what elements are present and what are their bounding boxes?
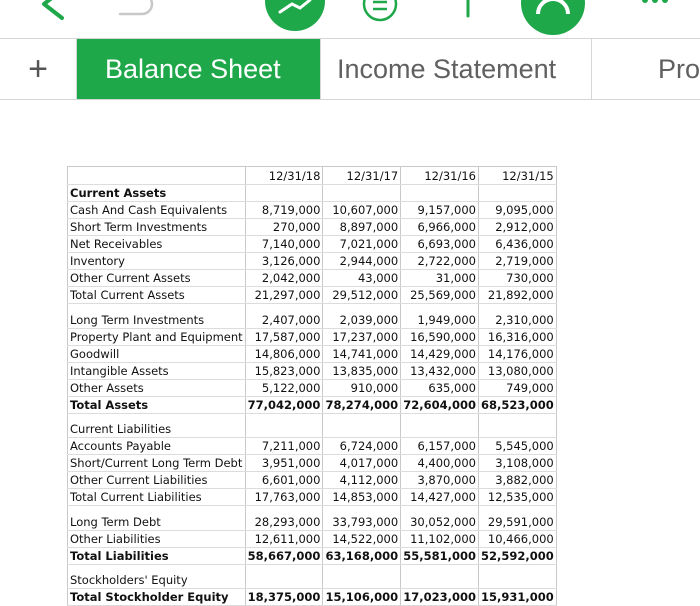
value-cell[interactable]: 72,604,000: [401, 396, 479, 413]
value-cell[interactable]: [401, 304, 479, 312]
value-cell[interactable]: 2,722,000: [401, 253, 479, 270]
value-cell[interactable]: [478, 185, 556, 202]
value-cell[interactable]: 14,741,000: [323, 345, 401, 362]
table-row: [68, 379, 557, 396]
value-cell[interactable]: 15,106,000: [323, 589, 401, 606]
value-cell[interactable]: 6,601,000: [245, 472, 323, 489]
value-cell[interactable]: [478, 564, 556, 572]
balance-sheet-table[interactable]: [67, 166, 557, 606]
value-cell[interactable]: 55,581,000: [401, 547, 479, 564]
value-cell[interactable]: [401, 421, 479, 438]
row-label-cell[interactable]: Short Term Investments: [68, 219, 246, 236]
tab-pro[interactable]: Pro: [658, 53, 700, 84]
add-icon[interactable]: [448, 0, 488, 24]
value-cell[interactable]: [401, 185, 479, 202]
row-label-cell[interactable]: [68, 413, 246, 421]
value-cell[interactable]: 2,407,000: [245, 312, 323, 329]
table-row: [68, 564, 557, 572]
row-label-cell[interactable]: Intangible Assets: [68, 362, 246, 379]
table-row: [68, 219, 557, 236]
table-row: [68, 489, 557, 506]
value-cell[interactable]: 14,176,000: [478, 345, 556, 362]
value-cell[interactable]: [401, 564, 479, 572]
format-icon[interactable]: [264, 0, 326, 32]
value-cell[interactable]: [401, 506, 479, 514]
value-cell[interactable]: [478, 572, 556, 589]
row-label-cell[interactable]: Accounts Payable: [68, 438, 246, 455]
table-row: [68, 589, 557, 606]
table-row: [68, 396, 557, 413]
header-cell[interactable]: 12/31/16: [401, 167, 479, 185]
value-cell[interactable]: [323, 413, 401, 421]
value-cell[interactable]: 29,512,000: [323, 287, 401, 304]
row-label-cell[interactable]: Short/Current Long Term Debt: [68, 455, 246, 472]
row-label-cell[interactable]: Total Liabilities: [68, 547, 246, 564]
value-cell[interactable]: 4,400,000: [401, 455, 479, 472]
table-row: [68, 472, 557, 489]
row-label-cell[interactable]: Total Stockholder Equity: [68, 589, 246, 606]
value-cell[interactable]: 2,042,000: [245, 270, 323, 287]
value-cell[interactable]: 21,297,000: [245, 287, 323, 304]
value-cell[interactable]: 78,274,000: [323, 396, 401, 413]
row-label-cell[interactable]: [68, 506, 246, 514]
value-cell[interactable]: 9,157,000: [401, 202, 479, 219]
value-cell[interactable]: 910,000: [323, 379, 401, 396]
value-cell[interactable]: 635,000: [401, 379, 479, 396]
value-cell[interactable]: 18,375,000: [245, 589, 323, 606]
value-cell[interactable]: 30,052,000: [401, 514, 479, 531]
value-cell[interactable]: 12,535,000: [478, 489, 556, 506]
value-cell[interactable]: 2,944,000: [323, 253, 401, 270]
header-cell[interactable]: 12/31/18: [245, 167, 323, 185]
value-cell[interactable]: 6,693,000: [401, 236, 479, 253]
row-label-cell[interactable]: Other Liabilities: [68, 530, 246, 547]
sheet-tab-bar: [0, 38, 700, 100]
table-row: [68, 253, 557, 270]
value-cell[interactable]: 13,835,000: [323, 362, 401, 379]
value-cell[interactable]: 3,870,000: [401, 472, 479, 489]
value-cell[interactable]: 9,095,000: [478, 202, 556, 219]
value-cell[interactable]: 5,122,000: [245, 379, 323, 396]
value-cell[interactable]: 13,080,000: [478, 362, 556, 379]
value-cell[interactable]: 12,611,000: [245, 530, 323, 547]
value-cell[interactable]: 2,912,000: [478, 219, 556, 236]
row-label-cell[interactable]: Long Term Investments: [68, 312, 246, 329]
value-cell[interactable]: 1,949,000: [401, 312, 479, 329]
value-cell[interactable]: 14,427,000: [401, 489, 479, 506]
value-cell[interactable]: 11,102,000: [401, 530, 479, 547]
value-cell[interactable]: 21,892,000: [478, 287, 556, 304]
value-cell[interactable]: 16,590,000: [401, 328, 479, 345]
row-label-cell[interactable]: Total Current Assets: [68, 287, 246, 304]
value-cell[interactable]: 6,966,000: [401, 219, 479, 236]
value-cell[interactable]: [478, 304, 556, 312]
row-label-cell[interactable]: Net Receivables: [68, 236, 246, 253]
value-cell[interactable]: 13,432,000: [401, 362, 479, 379]
value-cell[interactable]: [245, 506, 323, 514]
value-cell[interactable]: 68,523,000: [478, 396, 556, 413]
table-row: [68, 547, 557, 564]
row-label-cell[interactable]: Other Assets: [68, 379, 246, 396]
value-cell[interactable]: 17,763,000: [245, 489, 323, 506]
row-label-cell[interactable]: Inventory: [68, 253, 246, 270]
value-cell[interactable]: [323, 564, 401, 572]
table-row: [68, 345, 557, 362]
row-label-cell[interactable]: Current Liabilities: [68, 421, 246, 438]
value-cell[interactable]: 3,126,000: [245, 253, 323, 270]
table-row: [68, 438, 557, 455]
table-row: [68, 287, 557, 304]
table-row: [68, 328, 557, 345]
value-cell[interactable]: 14,853,000: [323, 489, 401, 506]
tab-income-statement[interactable]: Income Statement: [337, 53, 557, 84]
value-cell[interactable]: 7,021,000: [323, 236, 401, 253]
value-cell[interactable]: 3,951,000: [245, 455, 323, 472]
row-label-cell[interactable]: [68, 564, 246, 572]
value-cell[interactable]: [323, 506, 401, 514]
header-cell[interactable]: 12/31/17: [323, 167, 401, 185]
value-cell[interactable]: 7,140,000: [245, 236, 323, 253]
value-cell[interactable]: 77,042,000: [245, 396, 323, 413]
table-row: [68, 413, 557, 421]
value-cell[interactable]: 6,157,000: [401, 438, 479, 455]
value-cell[interactable]: [478, 421, 556, 438]
value-cell[interactable]: 749,000: [478, 379, 556, 396]
row-label-cell[interactable]: Other Current Liabilities: [68, 472, 246, 489]
back-icon[interactable]: [32, 0, 72, 22]
value-cell[interactable]: [478, 413, 556, 421]
table-row: [68, 530, 557, 547]
toolbar: [0, 0, 700, 38]
value-cell[interactable]: 17,023,000: [401, 589, 479, 606]
tab-balance-sheet[interactable]: Balance Sheet: [77, 39, 320, 99]
value-cell[interactable]: 3,882,000: [478, 472, 556, 489]
value-cell[interactable]: 14,806,000: [245, 345, 323, 362]
value-cell[interactable]: 10,607,000: [323, 202, 401, 219]
value-cell[interactable]: [245, 421, 323, 438]
row-label-cell[interactable]: Stockholders' Equity: [68, 572, 246, 589]
value-cell[interactable]: [478, 506, 556, 514]
table-row: [68, 421, 557, 438]
value-cell[interactable]: [323, 304, 401, 312]
table-row: [68, 506, 557, 514]
value-cell[interactable]: 63,168,000: [323, 547, 401, 564]
table-row: [68, 202, 557, 219]
value-cell[interactable]: 52,592,000: [478, 547, 556, 564]
value-cell[interactable]: 14,522,000: [323, 530, 401, 547]
value-cell[interactable]: 2,039,000: [323, 312, 401, 329]
row-label-cell[interactable]: Goodwill: [68, 345, 246, 362]
value-cell[interactable]: 10,466,000: [478, 530, 556, 547]
table-row: [68, 362, 557, 379]
value-cell[interactable]: 14,429,000: [401, 345, 479, 362]
row-label-cell[interactable]: Total Assets: [68, 396, 246, 413]
value-cell[interactable]: 4,112,000: [323, 472, 401, 489]
value-cell[interactable]: 270,000: [245, 219, 323, 236]
value-cell[interactable]: 730,000: [478, 270, 556, 287]
table-row: [68, 514, 557, 531]
value-cell[interactable]: 58,667,000: [245, 547, 323, 564]
value-cell[interactable]: [323, 185, 401, 202]
value-cell[interactable]: 29,591,000: [478, 514, 556, 531]
value-cell[interactable]: [323, 421, 401, 438]
value-cell[interactable]: [245, 564, 323, 572]
value-cell[interactable]: [401, 413, 479, 421]
row-label-cell[interactable]: Total Current Liabilities: [68, 489, 246, 506]
value-cell[interactable]: 4,017,000: [323, 455, 401, 472]
add-sheet-button[interactable]: +: [28, 49, 48, 88]
table-row: [68, 236, 557, 253]
value-cell[interactable]: 6,436,000: [478, 236, 556, 253]
table-row: [68, 304, 557, 312]
value-cell[interactable]: 25,569,000: [401, 287, 479, 304]
value-cell[interactable]: [245, 572, 323, 589]
header-row: [68, 167, 557, 185]
comment-icon[interactable]: [360, 0, 400, 24]
header-cell[interactable]: 12/31/15: [478, 167, 556, 185]
value-cell[interactable]: 15,823,000: [245, 362, 323, 379]
table-row: [68, 270, 557, 287]
value-cell[interactable]: 31,000: [401, 270, 479, 287]
value-cell[interactable]: 7,211,000: [245, 438, 323, 455]
value-cell[interactable]: [401, 572, 479, 589]
value-cell[interactable]: [323, 572, 401, 589]
row-label-cell[interactable]: Long Term Debt: [68, 514, 246, 531]
row-label-cell[interactable]: Current Assets: [68, 185, 246, 202]
value-cell[interactable]: 2,310,000: [478, 312, 556, 329]
value-cell[interactable]: 17,237,000: [323, 328, 401, 345]
value-cell[interactable]: [245, 185, 323, 202]
table-row: [68, 312, 557, 329]
value-cell[interactable]: 16,316,000: [478, 328, 556, 345]
row-label-cell[interactable]: Cash And Cash Equivalents: [68, 202, 246, 219]
table-row: [68, 455, 557, 472]
value-cell[interactable]: 8,719,000: [245, 202, 323, 219]
value-cell[interactable]: 33,793,000: [323, 514, 401, 531]
value-cell[interactable]: 6,724,000: [323, 438, 401, 455]
row-label-cell[interactable]: [68, 304, 246, 312]
value-cell[interactable]: [245, 304, 323, 312]
value-cell[interactable]: 43,000: [323, 270, 401, 287]
value-cell[interactable]: 17,587,000: [245, 328, 323, 345]
table-row: [68, 185, 557, 202]
value-cell[interactable]: 15,931,000: [478, 589, 556, 606]
value-cell[interactable]: 28,293,000: [245, 514, 323, 531]
header-corner-cell[interactable]: [68, 167, 246, 185]
value-cell[interactable]: [245, 413, 323, 421]
value-cell[interactable]: 8,897,000: [323, 219, 401, 236]
value-cell[interactable]: 3,108,000: [478, 455, 556, 472]
row-label-cell[interactable]: Property Plant and Equipment: [68, 328, 246, 345]
value-cell[interactable]: 5,545,000: [478, 438, 556, 455]
value-cell[interactable]: 2,719,000: [478, 253, 556, 270]
table-row: [68, 572, 557, 589]
row-label-cell[interactable]: Other Current Assets: [68, 270, 246, 287]
undo-icon[interactable]: [112, 0, 156, 20]
more-icon[interactable]: [640, 0, 670, 8]
collaborate-icon[interactable]: [520, 0, 586, 36]
